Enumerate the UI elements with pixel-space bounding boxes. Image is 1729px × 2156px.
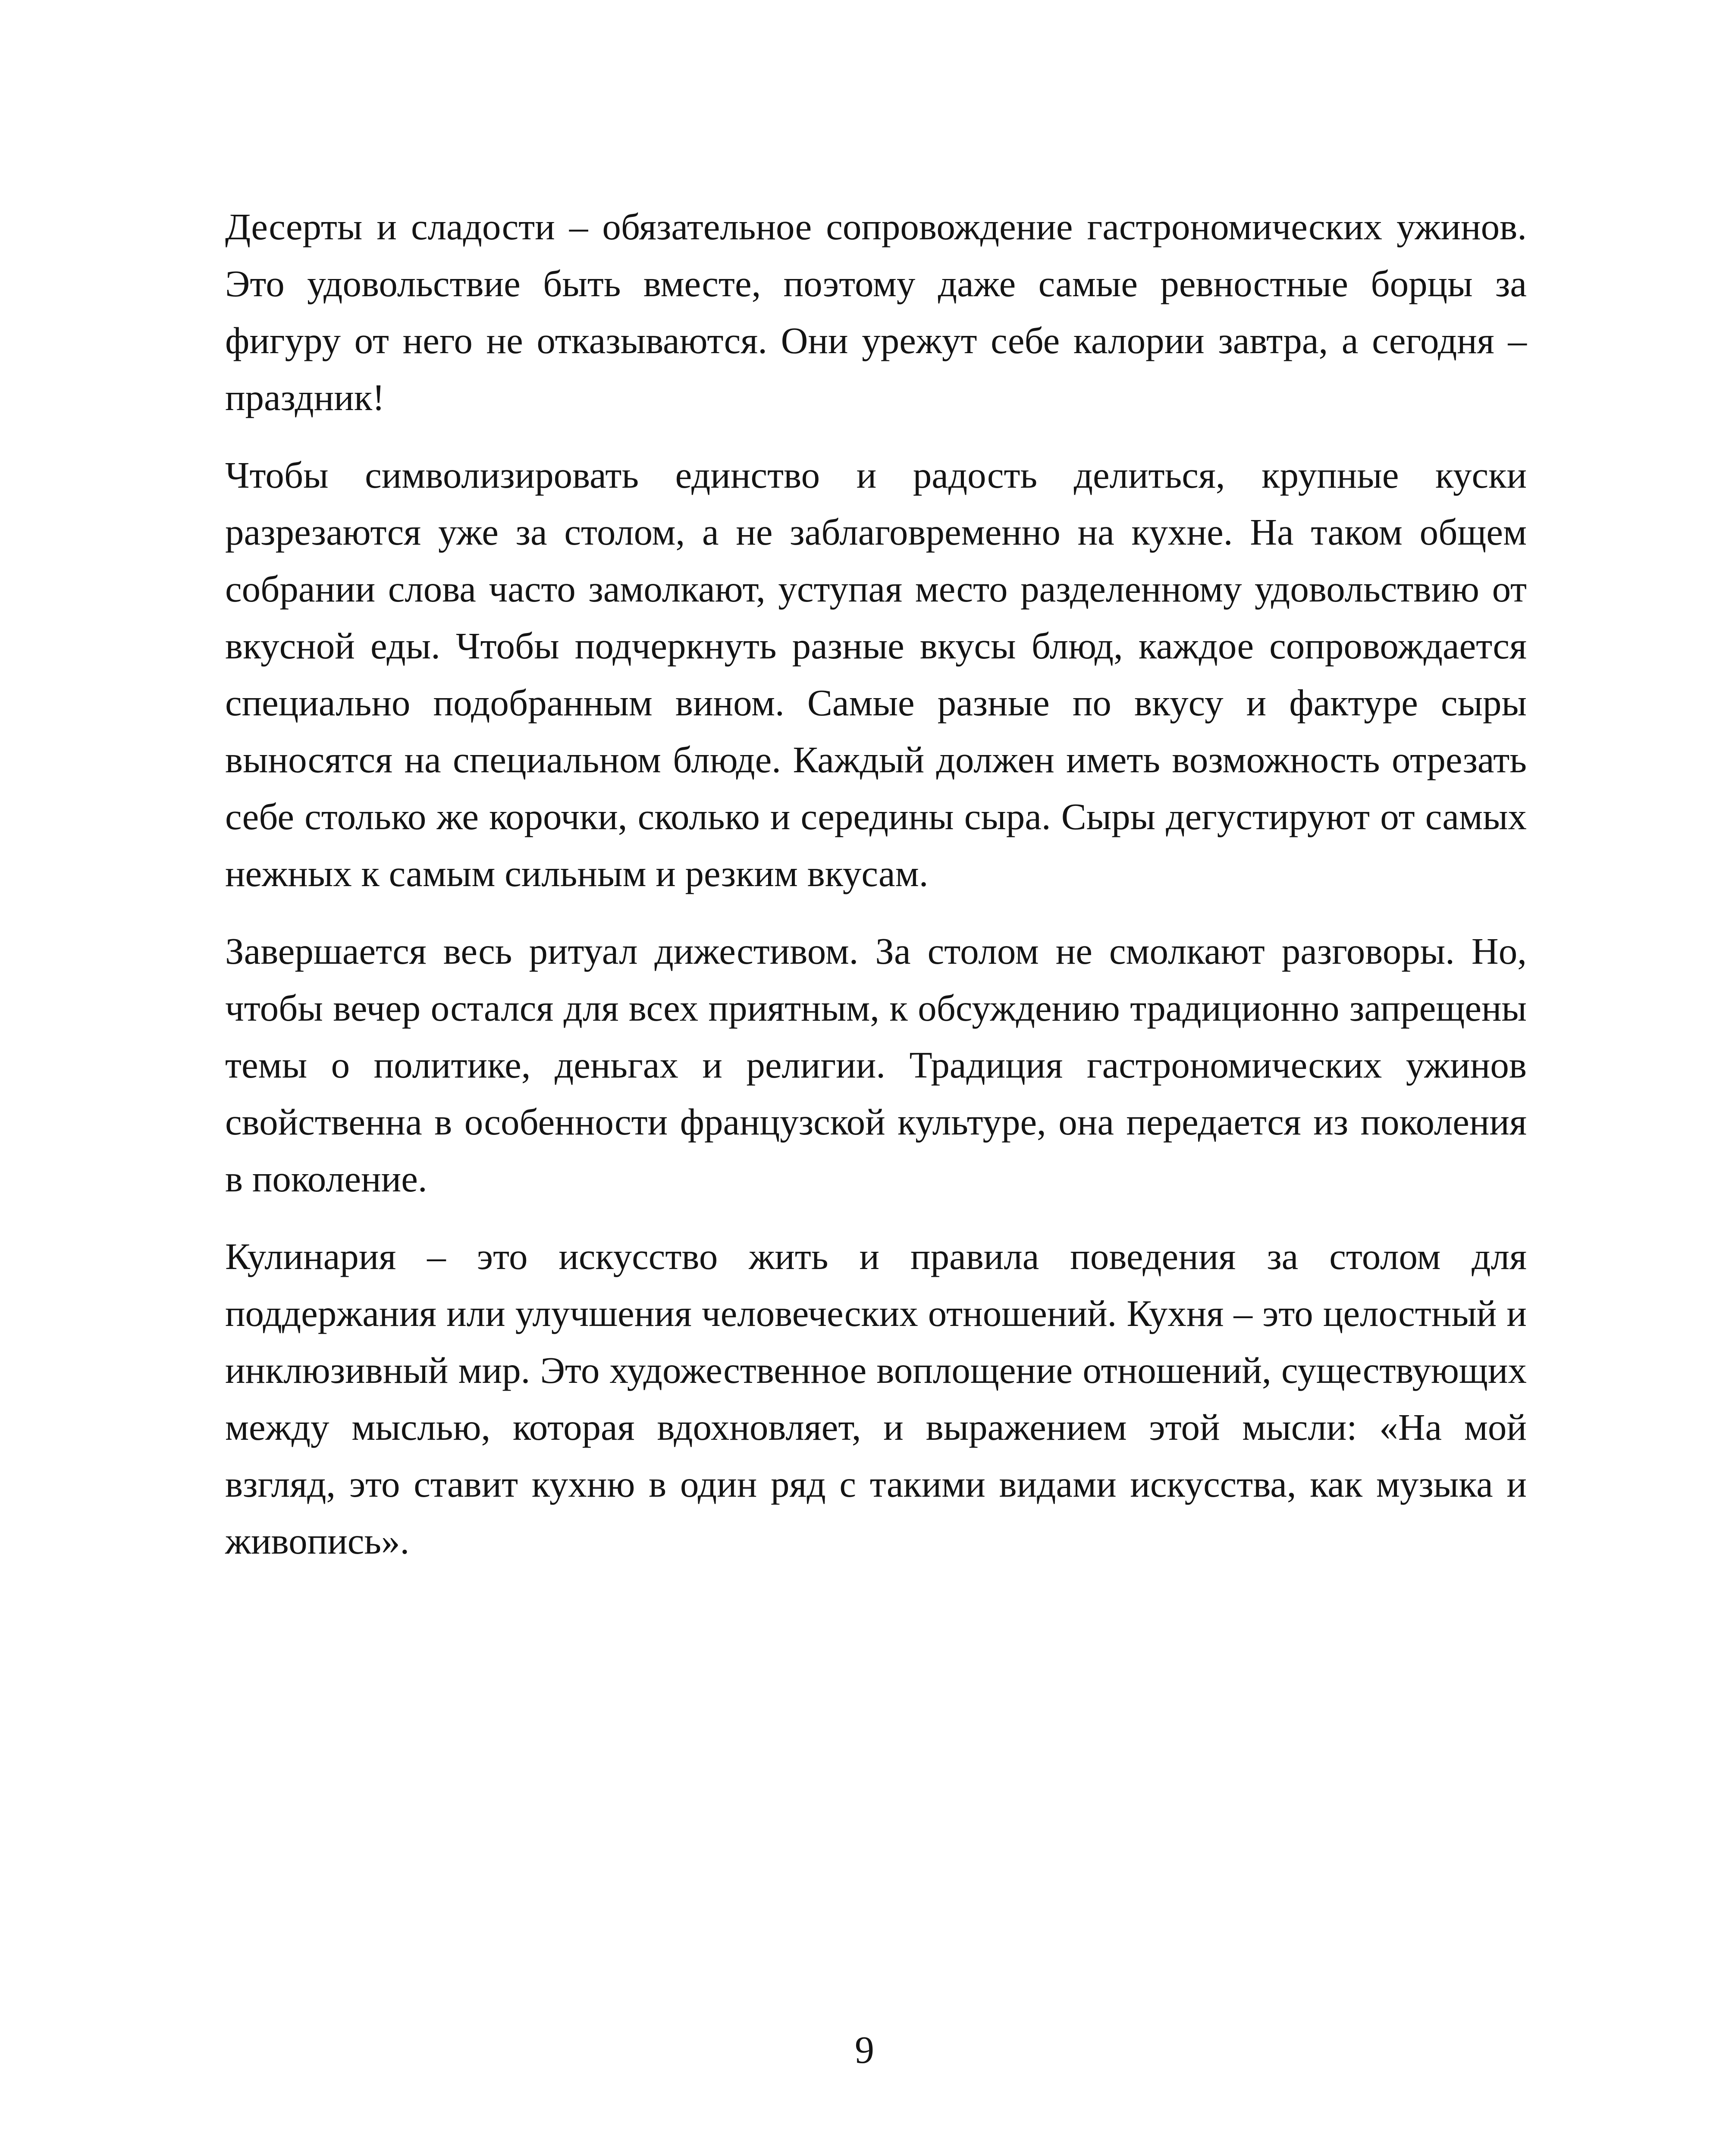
paragraph-culinary-art: Кулинария – это искусство жить и правила поведения за столом для поддержания или улучшения человеческих отношений. Кухня – это целостный и инклюзивный мир. Это художественное воплощение отношений, существующих между мыслью, которая вдохновляет, и выражением этой мысли: «На мой взгляд, это ставит кухню в один ряд с такими видами искусства, как музыка и живопись». bbox=[225, 1235, 1527, 1562]
paragraph-ritual: Завершается весь ритуал дижестивом. За столом не смолкают разговоры. Но, чтобы вечер остался для всех приятным, к обсуждению традиционно запрещены темы о политике, деньгах и религии. Традиция гастрономических ужинов свойственна в особенности французской культуре, она передается из поколения в поколение. bbox=[225, 930, 1527, 1200]
body-text bbox=[225, 198, 1527, 1590]
paragraph-desserts: Десерты и сладости – обязательное сопровождение гастрономических ужинов. Это удовольствие быть вместе, поэтому даже самые ревностные борцы за фигуру от него не отказываются. Они урежут себе калории завтра, а сегодня – праздник! bbox=[225, 206, 1527, 418]
paragraph-sharing: Чтобы символизировать единство и радость делиться, крупные куски разрезаются уже за столом, а не заблаговременно на кухне. На таком общем собрании слова часто замолкают, уступая место разделенному удовольствию от вкусной еды. Чтобы подчеркнуть разные вкусы блюд, каждое сопровождается специально подобранным вином. Самые разные по вкусу и фактуре сыры выносятся на специальном блюде. Каждый должен иметь возможность отрезать себе столько же корочки, сколько и середины сыра. Сыры дегустируют от самых нежных к самым сильным и резким вкусам. bbox=[225, 454, 1527, 894]
page-number: 9 bbox=[855, 2029, 874, 2071]
